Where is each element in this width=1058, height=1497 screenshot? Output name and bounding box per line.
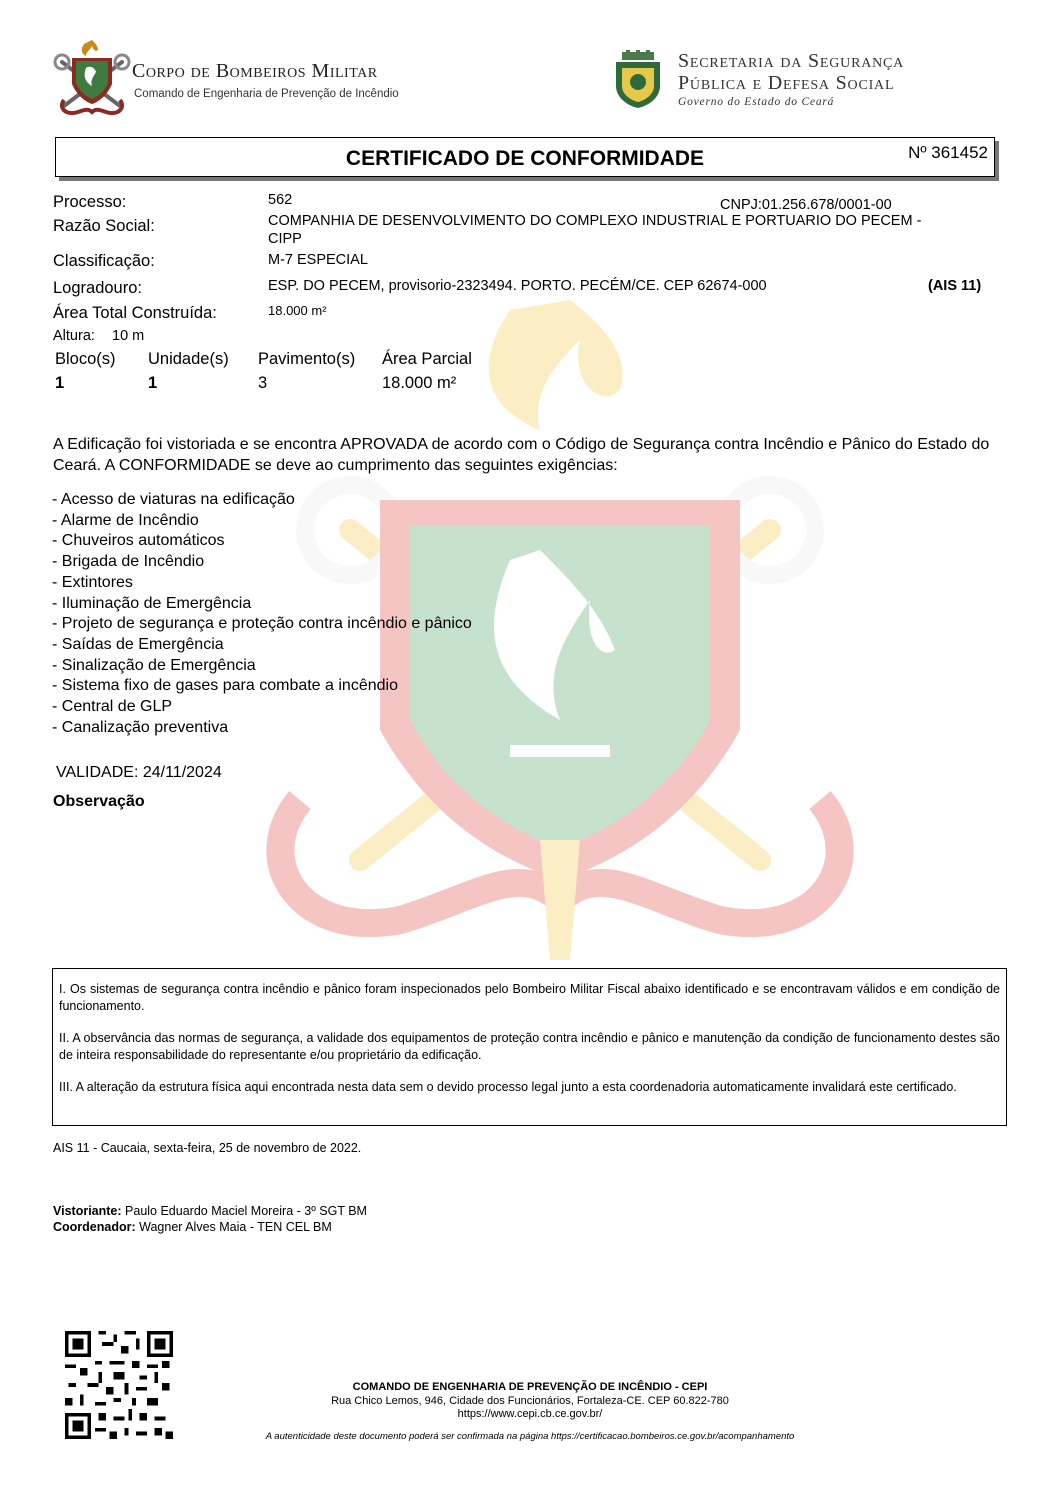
list-item: - Alarme de Incêndio — [52, 511, 199, 529]
place-date: AIS 11 - Caucaia, sexta-feira, 25 de novembro de 2022. — [53, 1141, 362, 1155]
fire-department-logo — [52, 40, 132, 120]
list-item: - Brigada de Incêndio — [52, 553, 205, 571]
ais-badge: (AIS 11) — [928, 278, 982, 294]
notes-box — [52, 968, 1007, 1126]
note-3: III. A alteração da estrutura física aqui encontrada nesta data sem o devido processo legal junto a esta coordenadoria automaticamente invalidará este certificado. — [59, 1080, 957, 1094]
classificacao-label: Classificação: — [53, 252, 155, 270]
coordenador-value: Wagner Alves Maia - TEN CEL BM — [139, 1220, 332, 1234]
qr-code[interactable] — [65, 1331, 173, 1439]
razao-social-line-2: CIPP — [268, 231, 302, 247]
logradouro-value: ESP. DO PECEM, provisorio-2323494. PORTO. PECÉM/CE. CEP 62674-000 — [268, 278, 767, 294]
coordenador-label: Coordenador: — [53, 1220, 136, 1234]
processo-label: Processo: — [53, 193, 127, 211]
table-header-pavimento: Pavimento(s) — [258, 350, 356, 368]
list-item: - Canalização preventiva — [52, 718, 229, 736]
right-org-line-2: Pública e Defesa Social — [678, 72, 895, 94]
footer-address: Rua Chico Lemos, 946, Cidade dos Funcionários, Fortaleza-CE. CEP 60.822-780 — [331, 1394, 729, 1407]
right-org-line-3: Governo do Estado do Ceará — [678, 96, 835, 108]
list-item: - Iluminação de Emergência — [52, 594, 252, 612]
altura-label: Altura: — [53, 328, 95, 344]
certificate-number: Nº 361452 — [908, 143, 988, 162]
list-item: - Saídas de Emergência — [52, 635, 224, 653]
footer-org: COMANDO DE ENGENHARIA DE PREVENÇÃO DE INCÊNDIO - CEPI — [352, 1381, 708, 1393]
footer-website-link[interactable]: https://www.cepi.cb.ce.gov.br/ — [457, 1408, 603, 1420]
observacao-label: Observação — [53, 793, 145, 810]
logradouro-label: Logradouro: — [53, 279, 142, 297]
table-header-unidade: Unidade(s) — [148, 350, 229, 368]
list-item: - Chuveiros automáticos — [52, 532, 225, 550]
list-item: - Sistema fixo de gases para combate a incêndio — [52, 677, 398, 695]
footer-authenticity-note: A autenticidade deste documento poderá ser confirmada na página https://certificacao.bombeiros.ce.gov.br/acompanhamento — [265, 1430, 795, 1442]
state-coat-of-arms — [612, 50, 664, 110]
table-cell-area-parcial: 18.000 m² — [382, 374, 457, 392]
footer — [230, 1381, 830, 1443]
altura-value: 10 m — [112, 328, 145, 344]
list-item: - Acesso de viaturas na edificação — [52, 491, 295, 508]
razao-social-line-1: COMPANHIA DE DESENVOLVIMENTO DO COMPLEXO INDUSTRIAL E PORTUARIO DO PECEM - — [268, 213, 922, 229]
table-header-area-parcial: Área Parcial — [382, 350, 472, 368]
classificacao-value: M-7 ESPECIAL — [268, 252, 368, 268]
area-total-label: Área Total Construída: — [53, 304, 217, 322]
list-item: - Central de GLP — [52, 698, 173, 716]
table-cell-bloco: 1 — [55, 374, 65, 392]
requirements-list — [52, 490, 472, 738]
table-cell-pavimento: 3 — [258, 374, 268, 392]
razao-social-label: Razão Social: — [53, 217, 155, 235]
processo-value: 562 — [268, 192, 293, 208]
list-item: - Extintores — [52, 573, 133, 591]
left-org-subtitle: Comando de Engenharia de Prevenção de Incêndio — [134, 88, 399, 100]
list-item: - Sinalização de Emergência — [52, 656, 256, 674]
left-org-name: Corpo de Bombeiros Militar — [132, 60, 378, 82]
approval-statement: A Edificação foi vistoriada e se encontra APROVADA de acordo com o Código de Segurança contra Incêndio e Pânico do Estado do Ceará. A CONFORMIDADE se deve ao cumprimento das seguintes exigências: — [53, 436, 990, 474]
note-1: I. Os sistemas de segurança contra incêndio e pânico foram inspecionados pelo Bombeiro Militar Fiscal abaixo identificado e se encontravam válidos e em condição de funcionamento. — [59, 982, 1000, 1013]
cnpj-value: CNPJ:01.256.678/0001-00 — [720, 197, 892, 213]
header-left — [52, 40, 452, 120]
coordenador — [53, 1220, 332, 1234]
note-2: II. A observância das normas de segurança, a validade dos equipamentos de proteção contra incêndio e pânico e manutenção da condição de funcionamento destes são de inteira responsabilidade do representante e/ou proprietário da edificação. — [59, 1031, 1000, 1062]
list-item: - Projeto de segurança e proteção contra incêndio e pânico — [52, 615, 472, 633]
area-total-value: 18.000 m² — [268, 303, 327, 318]
vistoriante — [53, 1204, 367, 1218]
vistoriante-value: Paulo Eduardo Maciel Moreira - 3º SGT BM — [125, 1204, 367, 1218]
vistoriante-label: Vistoriante: — [53, 1204, 122, 1218]
table-cell-unidade: 1 — [148, 374, 158, 392]
right-org-line-1: Secretaria da Segurança — [678, 50, 905, 72]
title-box — [55, 137, 995, 177]
header-right — [612, 50, 1012, 120]
validade: VALIDADE: 24/11/2024 — [56, 764, 222, 781]
page-title: CERTIFICADO DE CONFORMIDADE — [345, 147, 705, 170]
table-header-bloco: Bloco(s) — [55, 350, 116, 368]
